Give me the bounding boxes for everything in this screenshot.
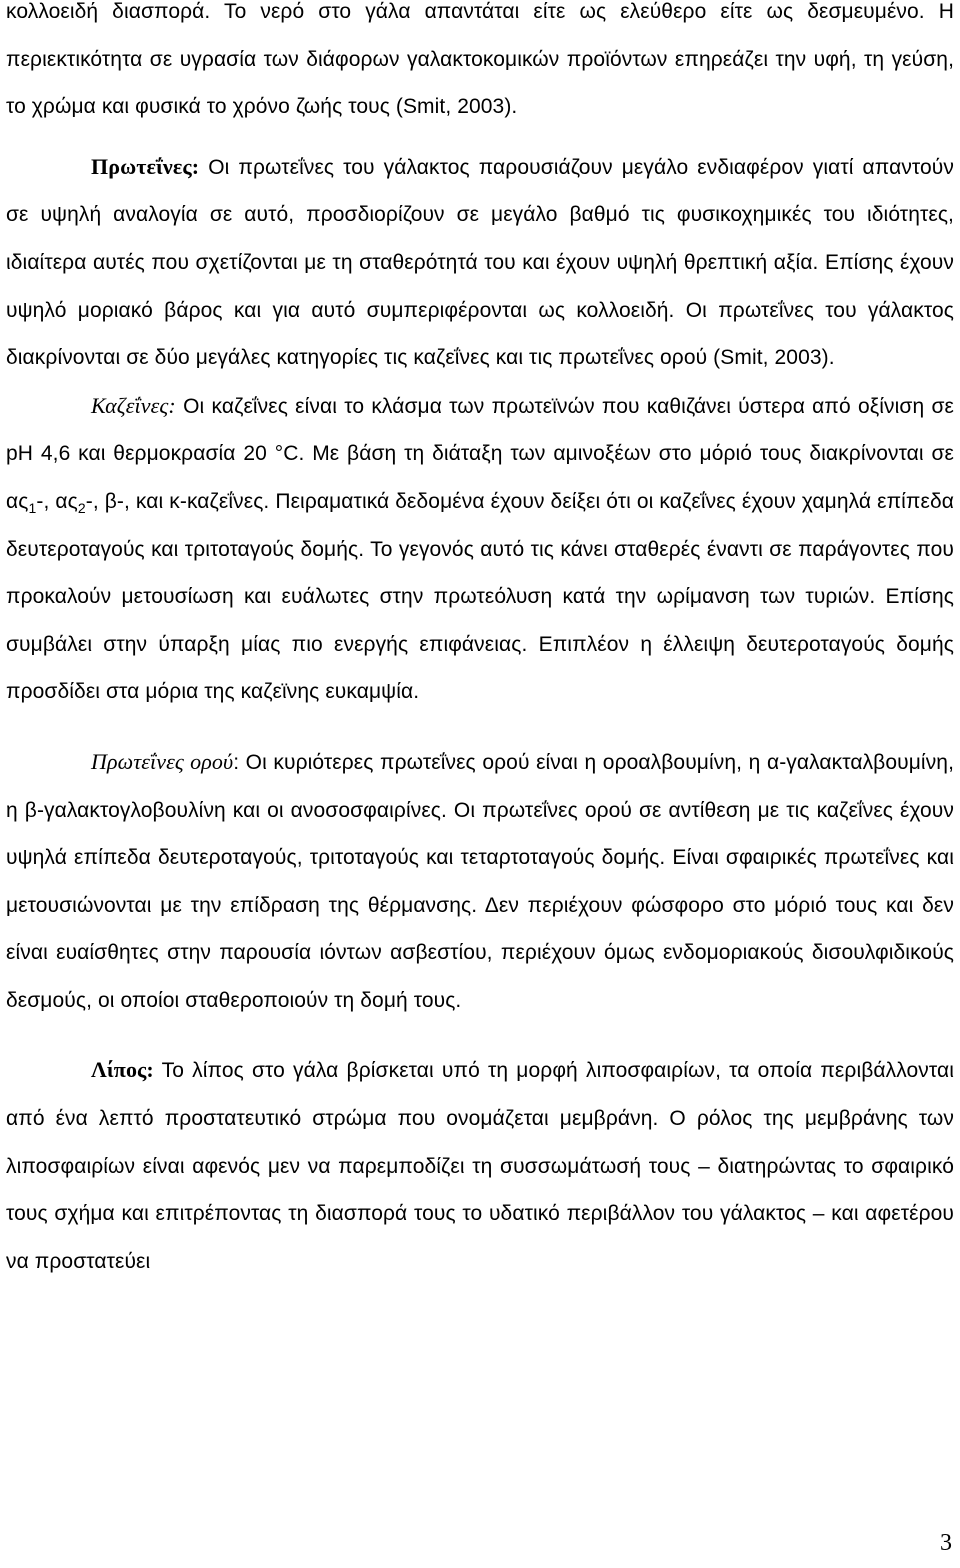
whey-text: : Οι κυριότερες πρωτεΐνες ορού είναι η οροαλβουμίνη, η α-γαλακταλβουμίνη, η β-γαλακτογλοβουλίνη και οι ανοσοσφαιρίνες. Οι πρωτεΐνες ορού σε αντίθεση με τις καζεΐνες έχουν υψηλά επίπεδα δευτεροταγούς, τριτοταγούς και τεταρτοταγούς δομής. Είναι σφαιρικές πρωτεΐνες και μετουσιώνονται με την επίδραση της θέρμανσης. Δεν περιέχουν φώσφορο στο μόριό τους και δεν είναι ευαίσθητες στην παρουσία ιόντων ασβεστίου, περιέχουν όμως ενδομοριακούς δισουλφιδικούς δεσμούς, οι οποίοι σταθεροποιούν τη δομή τους. <box>6 750 955 1012</box>
intro-paragraph <box>6 0 954 131</box>
fat-text: Το λίπος στο γάλα βρίσκεται υπό τη μορφή λιποσφαιρίων, τα οποία περιβάλλονται από ένα λεπτό προστατευτικό στρώμα που ονομάζεται μεμβράνη. Ο ρόλος της μεμβράνης των λιποσφαιρίων είναι αφενός μεν να παρεμποδίζει τη συσσωμάτωσή τους – διατηρώντας το σφαιρικό τους σχήμα και επιτρέποντας τη διασπορά τους το υδατικό περιβάλλον του γάλακτος – και αφετέρου να προστατεύει <box>6 1059 954 1273</box>
caseins-text-b: -, ας <box>36 489 78 513</box>
caseins-subscript-2: 2 <box>77 500 86 517</box>
fat-paragraph <box>6 1046 954 1285</box>
caseins-subscript-1: 1 <box>28 500 37 517</box>
caseins-text-a: Οι καζεΐνες είναι το κλάσμα των πρωτεϊνών που καθιζάνει ύστερα από οξίνιση σε pH 4,6 και θερμοκρασία 20 °C. Με βάση τη διάταξη των αμινοξέων στο μόριό τους διακρίνονται σε ας <box>6 394 954 513</box>
page-number: 3 <box>940 1530 952 1556</box>
caseins-heading: Καζεΐνες: <box>91 392 176 418</box>
whey-paragraph <box>6 738 954 1025</box>
proteins-text: Οι πρωτεΐνες του γάλακτος παρουσιάζουν μεγάλο ενδιαφέρον γιατί απαντούν σε υψηλή αναλογία σε αυτό, προσδιορίζουν σε μεγάλο βαθμό τις φυσικοχημικές του ιδιότητες, ιδιαίτερα αυτές που σχετίζονται με τη σταθερότητά του και έχουν υψηλή θρεπτική αξία. Επίσης έχουν υψηλό μοριακό βάρος και για αυτό συμπεριφέρονται ως κολλοειδή. Οι πρωτεΐνες του γάλακτος διακρίνονται σε δύο μεγάλες κατηγορίες τις καζεΐνες και τις πρωτεΐνες ορού (Smit, 2003). <box>6 155 954 370</box>
intro-text: κολλοειδή διασπορά. Το νερό στο γάλα απαντάται είτε ως ελεύθερο είτε ως δεσμευμένο. Η περιεκτικότητα σε υγρασία των διάφορων γαλακτοκομικών προϊόντων επηρεάζει την υφή, τη γεύση, το χρώμα και φυσικά το χρόνο ζωής τους (Smit, 2003). <box>6 0 954 119</box>
document-page <box>6 0 954 1285</box>
fat-heading: Λίπος: <box>91 1057 154 1083</box>
caseins-text-c: -, β-, και κ-καζεΐνες. Πειραματικά δεδομένα έχουν δείξει ότι οι καζεΐνες έχουν χαμηλά επίπεδα δευτεροταγούς και τριτοταγούς δομής. Το γεγονός αυτό τις κάνει σταθερές έναντι σε παράγοντες που προκαλούν μετουσίωση και ευάλωτες στην πρωτεόλυση κατά την ωρίμανση των τυριών. Επίσης συμβάλει στην ύπαρξη μίας πιο ενεργής επιφάνειας. Επιπλέον η έλλειψη δευτεροταγούς δομής προσδίδει στα μόρια της καζεϊνης ευκαμψία. <box>6 489 954 704</box>
whey-heading: Πρωτεΐνες ορού <box>91 748 234 774</box>
proteins-paragraph <box>6 143 954 382</box>
proteins-heading: Πρωτεΐνες: <box>91 153 200 179</box>
caseins-paragraph <box>6 382 954 716</box>
